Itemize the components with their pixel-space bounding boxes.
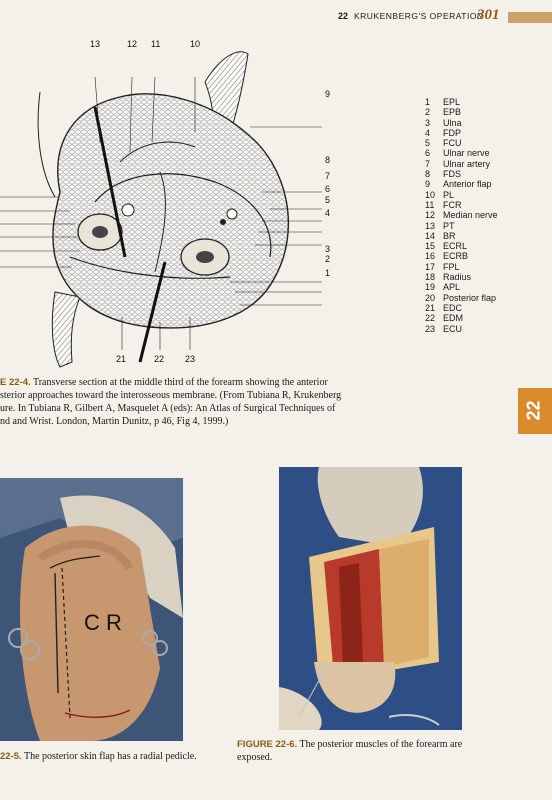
legend-label: ECU <box>443 323 463 334</box>
caption-label: E 22-4. <box>0 377 31 388</box>
legend-row <box>425 324 498 334</box>
legend-number: 13 <box>425 220 436 231</box>
legend-label: EDC <box>443 302 463 313</box>
callout-10: 10 <box>190 39 201 49</box>
forearm-skin-marking-image <box>0 478 183 741</box>
callout-13: 13 <box>90 39 101 49</box>
legend-row <box>425 262 498 272</box>
caption-label: 22-5. <box>0 751 22 762</box>
legend-number: 23 <box>425 323 436 334</box>
chapter-thumb-tab: 22 <box>518 388 552 434</box>
header-accent-bar <box>508 12 552 23</box>
callout-23: 23 <box>185 354 196 364</box>
legend-label: FCR <box>443 199 462 210</box>
callout-21: 21 <box>116 354 127 364</box>
callout-6: 6 <box>325 184 331 194</box>
callout-4: 4 <box>325 208 331 218</box>
page-number: 301 <box>477 7 500 23</box>
legend-label: EDM <box>443 313 463 324</box>
callout-1: 1 <box>325 268 331 278</box>
legend-row <box>425 272 498 282</box>
forearm-muscles-image <box>279 467 462 730</box>
caption-line: sterior approaches toward the interosseous membrane. (From Tubiana R, Krukenberg <box>0 390 342 401</box>
legend-row <box>425 210 498 220</box>
legend-number: 22 <box>425 313 436 324</box>
callout-22: 22 <box>154 354 165 364</box>
figure-22-5-photo <box>0 478 183 741</box>
figure-22-6-caption <box>237 738 537 764</box>
caption-line: exposed. <box>237 752 273 763</box>
legend-row <box>425 313 498 323</box>
figure-22-4-legend <box>425 97 498 334</box>
legend-number: 1 <box>425 97 431 107</box>
legend-label: FPL <box>443 261 460 272</box>
legend-row <box>425 148 498 158</box>
legend-number: 18 <box>425 272 436 283</box>
legend-label: Posterior flap <box>443 292 497 303</box>
legend-label: ECRL <box>443 241 468 252</box>
legend-label: Radius <box>443 272 472 283</box>
skin-marking-letters: C R <box>84 610 122 635</box>
legend-row <box>425 200 498 210</box>
forearm-outline <box>53 94 288 328</box>
forearm-cross-section-drawing <box>0 32 345 377</box>
legend-label: Ulna <box>443 117 462 128</box>
running-header <box>0 8 552 28</box>
figure-22-4-caption <box>0 376 360 428</box>
callout-3: 3 <box>325 244 331 254</box>
legend-label: Median nerve <box>443 210 498 221</box>
caption-label: FIGURE 22-6. <box>237 739 298 750</box>
legend-row <box>425 231 498 241</box>
callout-12: 12 <box>127 39 138 49</box>
figure-22-5-caption <box>0 750 230 763</box>
callout-8: 8 <box>325 155 331 165</box>
legend-label: FDS <box>443 169 461 180</box>
legend-number: 12 <box>425 210 436 221</box>
legend-number: 2 <box>425 107 431 118</box>
callout-11: 11 <box>151 39 161 49</box>
legend-row <box>425 138 498 148</box>
callout-5: 5 <box>325 195 331 205</box>
legend-number: 3 <box>425 117 431 128</box>
legend-number: 4 <box>425 127 431 138</box>
legend-row <box>425 221 498 231</box>
legend-number: 6 <box>425 148 431 159</box>
legend-number: 8 <box>425 169 431 180</box>
legend-label: FCU <box>443 138 462 149</box>
legend-label: Ulnar nerve <box>443 148 490 159</box>
legend-label: EPL <box>443 97 461 107</box>
legend-label: PL <box>443 189 455 200</box>
legend-label: APL <box>443 282 461 293</box>
legend-number: 21 <box>425 302 436 313</box>
figure-22-6-photo <box>279 467 462 730</box>
legend-row <box>425 169 498 179</box>
legend-row <box>425 293 498 303</box>
legend-number: 14 <box>425 230 436 241</box>
legend-number: 9 <box>425 179 431 190</box>
legend-row <box>425 128 498 138</box>
header-chapter-number: 22 <box>338 11 349 21</box>
legend-number: 17 <box>425 261 436 272</box>
legend-row <box>425 190 498 200</box>
legend-number: 11 <box>425 199 435 210</box>
caption-line: ure. In Tubiana R, Gilbert A, Masquelet A (eds): An Atlas of Surgical Techniques of <box>0 403 336 414</box>
legend-row <box>425 282 498 292</box>
legend-number: 20 <box>425 292 436 303</box>
callout-9: 9 <box>325 89 331 99</box>
caption-text: The posterior muscles of the forearm are <box>297 739 463 750</box>
callout-7: 7 <box>325 171 331 181</box>
legend-row <box>425 179 498 189</box>
legend-label: EPB <box>443 107 462 118</box>
legend-number: 16 <box>425 251 436 262</box>
legend-row <box>425 97 498 107</box>
legend-row <box>425 159 498 169</box>
legend-row <box>425 303 498 313</box>
legend-number: 10 <box>425 189 436 200</box>
posterior-flap <box>52 292 80 367</box>
legend-label: FDP <box>443 127 461 138</box>
legend-row <box>425 251 498 261</box>
header-chapter-title: KRUKENBERG'S OPERATION <box>354 11 484 21</box>
legend-label: ECRB <box>443 251 469 262</box>
legend-label: Ulnar artery <box>443 158 491 169</box>
legend-label: Anterior flap <box>443 179 492 190</box>
legend-number: 5 <box>425 138 431 149</box>
legend-row <box>425 241 498 251</box>
legend-row <box>425 107 498 117</box>
caption-text: Transverse section at the middle third of the forearm showing the anterior <box>30 377 328 388</box>
legend-number: 7 <box>425 158 431 169</box>
legend-number: 19 <box>425 282 436 293</box>
legend-row <box>425 118 498 128</box>
legend-number: 15 <box>425 241 436 252</box>
callout-2: 2 <box>325 254 331 264</box>
caption-line: nd and Wrist. London, Martin Dunitz, p 46, Fig 4, 1999.) <box>0 416 229 427</box>
caption-text: The posterior skin flap has a radial pedicle. <box>21 751 197 762</box>
legend-label: PT <box>443 220 455 231</box>
legend-label: BR <box>443 230 456 241</box>
